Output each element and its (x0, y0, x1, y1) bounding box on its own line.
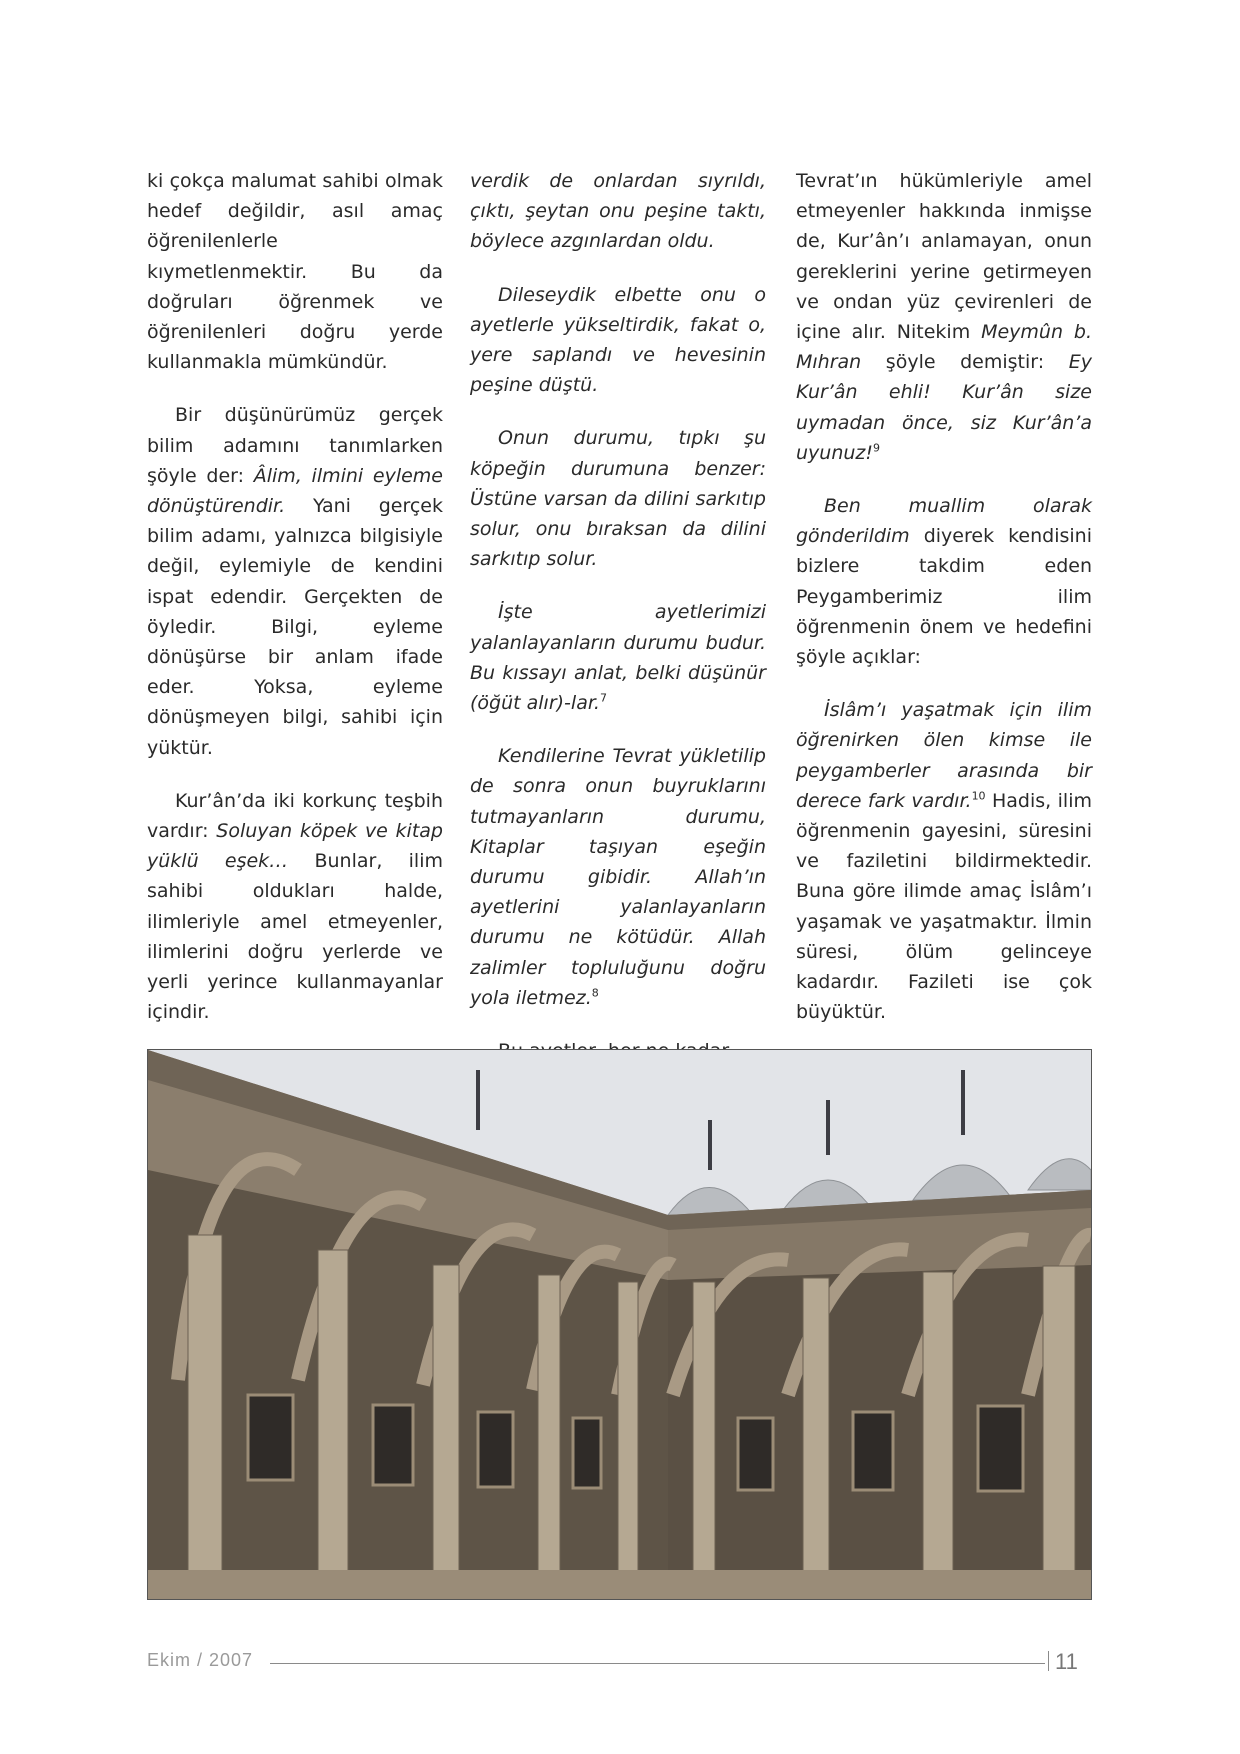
footnote-ref: 10 (971, 789, 986, 803)
footnote-ref: 7 (599, 691, 607, 705)
paragraph (470, 741, 766, 1013)
issue-date: Ekim / 2007 (147, 1650, 254, 1670)
paragraph (470, 597, 766, 718)
quote: Onun durumu, tıpkı şu köpeğin durumuna benzer: Üstüne varsan da dilini sarkıtıp solur, onu bıraksan da dilini sarkıtıp solur. (470, 427, 766, 571)
paragraph: ki çokça malumat sahibi olmak hedef değildir, asıl amaç öğrenilenlerle kıymetlenmektir. Bu da doğruları öğrenmek ve öğrenilenleri doğru yerde kullanmakla mümkündür. (147, 170, 443, 374)
quote: Kendilerine Tevrat yükletilip de sonra onun buyruklarını tutmayanların durumu, Kitaplar taşıyan eşeğin durumu gibidir. Allah’ın ayetlerini yalanlayanların durumu ne kötüdür. Allah zalimler topluluğunu doğru yola iletmez. (470, 745, 766, 1009)
paragraph (470, 423, 766, 574)
paragraph: Ben muallim olarak gönderildim diyerek kendisini bizlere takdim eden Peygamberimiz ilim öğrenmenin önem ve hedefini şöyle açıklar: (796, 495, 1092, 669)
text-column-2 (470, 166, 766, 1089)
arcade-illustration (148, 1050, 1091, 1599)
quote: Soluyan köpek ve kitap yüklü eşek… (147, 820, 443, 873)
text-column-3 (796, 166, 1092, 1164)
quote: Ben muallim olarak gönderildim (796, 495, 1092, 548)
quote: İslâm’ı yaşatmak için ilim öğrenirken ölen kimse ile peygamberler arasında bir derece fark vardır. (796, 699, 1092, 812)
mosque-courtyard-photo (147, 1049, 1092, 1600)
footnote-ref: 9 (873, 441, 881, 455)
text-column-1 (147, 166, 443, 1134)
quote: Âlim, ilmini eyleme dönüştürendir. (147, 464, 443, 518)
quote: Dileseydik elbette onu o ayetlerle yükseltirdik, fakat o, yere saplandı ve hevesinin peşine düştü. (470, 283, 766, 397)
paragraph: Kur’ân’da iki korkunç teşbih vardır: Soluyan köpek ve kitap yüklü eşek… Bunlar, ilim sahibi oldukları halde, ilimleriyle amel etmeyenler, ilimlerini doğru yerlerde ve yerli yerince kullanmayanlar içindir. (147, 789, 443, 1024)
paragraph: İslâm’ı yaşatmak için ilim öğrenirken ölen kimse ile peygamberler arasında bir derece fark vardır.$^{10}$ Hadis, ilim öğrenmenin gayesini, süresini ve faziletini bildirmektedir. Buna göre ilimde amaç İslâm’ı yaşamak ve yaşatmaktır. İlmin süresi, ölüm gelinceye kadardır. Fazileti ise çok büyüktür. (796, 699, 1092, 1024)
quote: Ey Kur’ân ehli! Kur’ân size uymadan önce, siz Kur’ân’a uyunuz! (796, 351, 1092, 464)
footer-rule-tick (1048, 1651, 1049, 1671)
quote: İşte ayetlerimizi yalanlayanların durumu budur. Bu kıssayı anlat, belki düşünür (öğüt alır)-lar. (470, 601, 766, 715)
name: Meymûn b. Mıhran (796, 321, 1092, 374)
quote: verdik de onlardan sıyrıldı, çıktı, şeytan onu peşine taktı, böylece azgınlardan oldu. (470, 170, 766, 253)
footnote-ref: 8 (591, 986, 599, 1000)
paragraph (470, 166, 766, 257)
paragraph: Bir düşünürümüz gerçek bilim adamını tanımlarken şöyle der: Âlim, ilmini eyleme dönüştürendir. Yani gerçek bilim adamı, yalnızca bilgisiyle değil, eylemiyle de kendini ispat edendir. Gerçekten de öyledir. Bilgi, eyleme dönüşürse bir anlam ifade eder. Yoksa, eyleme dönüşmeyen bilgi, sahibi için yüktür. (147, 404, 443, 759)
paragraph: Tevrat’ın hükümleriyle amel etmeyenler hakkında inmişse de, Kur’ân’ı anlamayan, onun gereklerini yerine getirmeyen ve ondan yüz çevirenleri de içine alır. Nitekim Meymûn b. Mıhran şöyle demiştir: Ey Kur’ân ehli! Kur’ân size uymadan önce, siz Kur’ân’a uyunuz!$^9$ (796, 170, 1092, 464)
paragraph (470, 280, 766, 401)
footer-rule (270, 1663, 1045, 1664)
page-number: 11 (1055, 1649, 1078, 1674)
